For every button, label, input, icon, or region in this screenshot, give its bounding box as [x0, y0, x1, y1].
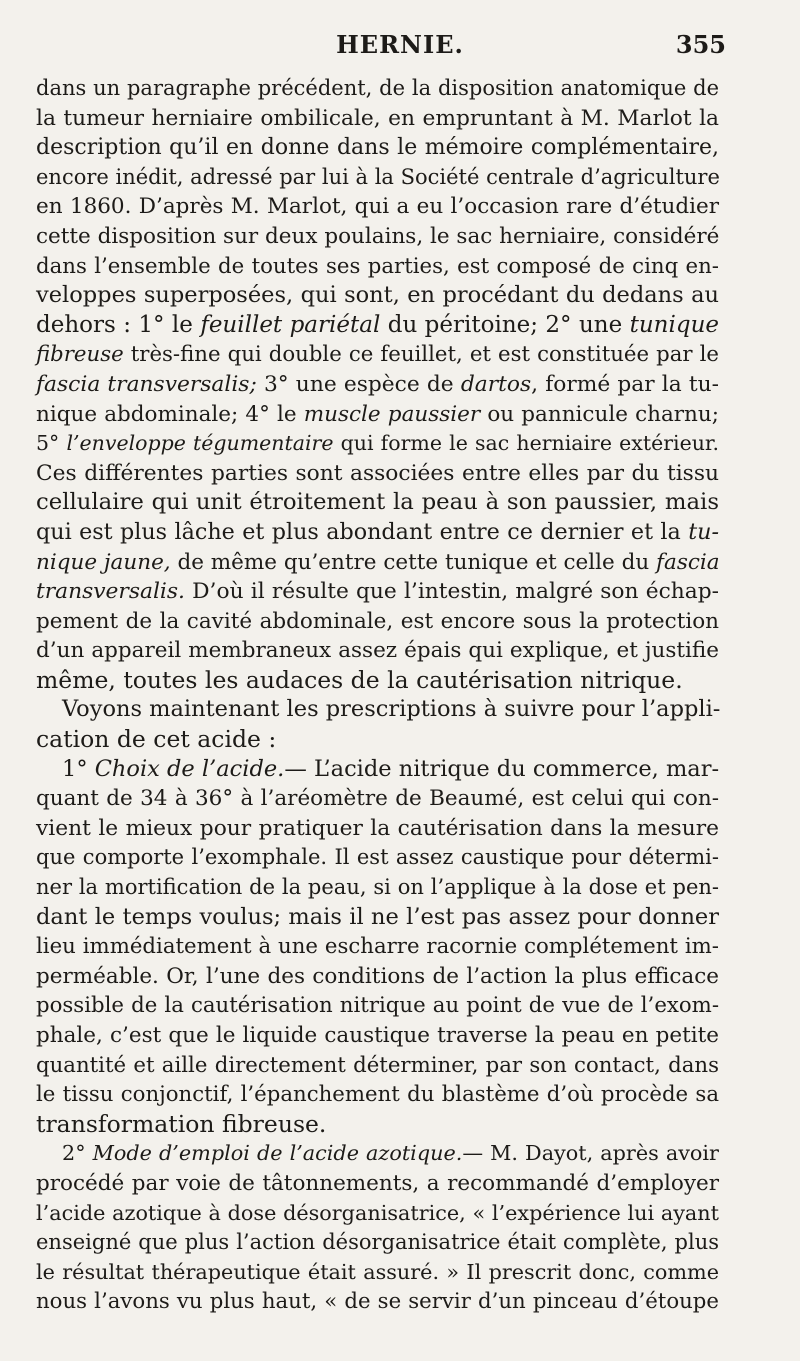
text-segment: phale, c’est que le liquide caustique traverse la peau en petite [36, 1023, 719, 1048]
text-line [36, 340, 719, 370]
text-line [36, 755, 719, 785]
text-segment: quant de 34 à 36° à l’aréomètre de Beaumé, est celui qui con- [36, 786, 719, 812]
italic-text: fibreuse [36, 342, 124, 368]
italic-text: l’enveloppe tégumentaire [66, 431, 334, 456]
text-line [36, 1199, 719, 1229]
text-segment: transformation fibreuse. [36, 1109, 327, 1138]
text-segment: cation de cet acide : [36, 725, 277, 754]
text-segment: D’où il résulte que l’intestin, malgré son échap- [184, 579, 719, 605]
text-segment: ner la mortification de la peau, si on l’applique à la dose et pen- [36, 875, 719, 900]
text-line [36, 991, 719, 1021]
text-line [36, 636, 719, 666]
text-line [36, 488, 719, 518]
text-line [36, 548, 719, 578]
text-segment: de même qu’entre cette tunique et celle du [170, 549, 657, 575]
text-line [36, 281, 719, 311]
text-line [36, 1021, 719, 1051]
text-segment: même, toutes les audaces de la cautérisation nitrique. [36, 665, 683, 694]
text-line [36, 1169, 719, 1199]
italic-text: fascia transversalis; [36, 371, 257, 397]
text-segment: enseigné que plus l’action désorganisatrice était complète, plus [36, 1230, 719, 1255]
text-segment: dans un paragraphe précédent, de la disposition anatomique de [36, 76, 719, 100]
text-line [36, 1080, 719, 1110]
text-segment: perméable. Or, l’une des conditions de l’action la plus efficace [36, 963, 719, 989]
text-line [36, 370, 719, 400]
text-line [36, 1287, 719, 1317]
text-segment: cellulaire qui unit étroitement la peau à son paussier, mais [36, 489, 719, 516]
text-line [36, 222, 719, 252]
text-segment: 3° une espèce de [256, 371, 461, 397]
text-segment: en 1860. D’après M. Marlot, qui a eu l’occasion rare d’étudier [36, 194, 719, 220]
text-segment: procédé par voie de tâtonnements, a recommandé d’employer [36, 1170, 719, 1196]
text-line [36, 843, 719, 873]
text-line [36, 932, 719, 962]
text-segment: quantité et aille directement déterminer, par son contact, dans [36, 1052, 719, 1078]
text-line [36, 163, 719, 193]
italic-text: feuillet pariétal [200, 311, 381, 338]
text-segment: Voyons maintenant les prescriptions à suivre pour l’appli- [62, 696, 721, 723]
text-segment: très-fine qui double ce feuillet, et est constituée par le [123, 342, 719, 368]
italic-text: tunique [629, 311, 719, 338]
text-segment: 2° [62, 1141, 93, 1166]
page-number: 355 [675, 30, 726, 59]
italic-text: nique jaune, [36, 549, 171, 575]
italic-text: Choix de l’acide. [94, 755, 285, 782]
page-header [0, 30, 800, 64]
body-text [36, 74, 719, 1317]
text-segment: , formé par la tu- [531, 371, 719, 397]
text-line [36, 1258, 719, 1288]
text-segment: encore inédit, adressé par lui à la Société centrale d’agriculture [36, 164, 720, 189]
text-segment: Ces différentes parties sont associées entre elles par du tissu [36, 460, 719, 486]
text-segment: pement de la cavité abdominale, est encore sous la protection [36, 608, 719, 634]
text-line [36, 873, 719, 903]
text-segment: veloppes superposées, qui sont, en procédant du dedans au [36, 282, 719, 309]
text-segment: cette disposition sur deux poulains, le sac herniaire, considéré [36, 223, 720, 249]
text-segment: qui forme le sac herniaire extérieur. [333, 431, 719, 456]
italic-text: muscle paussier [303, 401, 481, 427]
text-segment: nous l’avons vu plus haut, « de se servir d’un pinceau d’étoupe [36, 1289, 719, 1315]
text-segment: dehors : 1° le [36, 311, 201, 338]
text-segment: le résultat thérapeutique était assuré. » Il prescrit donc, comme [36, 1259, 719, 1284]
italic-text: dartos [460, 371, 532, 397]
text-line [36, 666, 719, 696]
text-segment: 5° [36, 431, 67, 456]
text-segment: 1° [62, 755, 95, 782]
italic-text: Mode d’emploi de l’acide azotique. [92, 1141, 463, 1166]
text-line [36, 252, 719, 282]
text-line [36, 104, 719, 134]
text-segment: — M. Dayot, après avoir [462, 1141, 719, 1166]
text-segment: d’un appareil membraneux assez épais qui explique, et justifie [36, 638, 719, 664]
text-line [36, 429, 719, 459]
text-segment: possible de la cautérisation nitrique au point de vue de l’exom- [36, 993, 719, 1019]
text-line [36, 903, 719, 933]
text-segment: ou pannicule charnu; [480, 401, 719, 427]
text-segment: dans l’ensemble de toutes ses parties, est composé de cinq en- [36, 253, 719, 279]
text-segment: nique abdominale; 4° le [36, 401, 304, 427]
italic-text: transversalis. [36, 579, 185, 605]
text-segment: vient le mieux pour pratiquer la cautérisation dans la mesure [36, 815, 719, 841]
text-segment: l’acide azotique à dose désorganisatrice, « l’expérience lui ayant [36, 1200, 719, 1225]
text-line [36, 311, 719, 341]
text-line [36, 1110, 719, 1140]
text-line [36, 784, 719, 814]
text-segment: lieu immédiatement à une escharre racornie complétement im- [36, 934, 719, 960]
italic-text: fascia [656, 549, 720, 575]
text-segment: que comporte l’exomphale. Il est assez caustique pour détermi- [36, 845, 719, 870]
italic-text: tu- [688, 518, 719, 545]
text-line [36, 1228, 719, 1258]
text-line [36, 133, 719, 163]
text-line [36, 74, 719, 104]
text-segment: du péritoine; 2° une [380, 311, 630, 338]
text-line [36, 518, 719, 548]
text-line [36, 725, 719, 755]
text-segment: dant le temps voulus; mais il ne l’est pas assez pour donner [36, 903, 719, 930]
text-line [36, 1051, 719, 1081]
text-line [36, 192, 719, 222]
text-segment: description qu’il en donne dans le mémoire complémentaire, [36, 135, 719, 161]
text-line [36, 962, 719, 992]
text-segment: qui est plus lâche et plus abondant entre ce dernier et la [36, 518, 689, 545]
text-segment: — L’acide nitrique du commerce, mar- [284, 755, 720, 782]
running-head: HERNIE. [336, 30, 464, 59]
text-line [36, 814, 719, 844]
text-segment: le tissu conjonctif, l’épanchement du blastème d’où procède sa [36, 1082, 719, 1108]
text-line [36, 400, 719, 430]
text-line [36, 1139, 719, 1169]
text-line [36, 459, 719, 489]
text-line [36, 695, 719, 725]
text-segment: la tumeur herniaire ombilicale, en empruntant à M. Marlot la [36, 105, 719, 131]
text-line [36, 577, 719, 607]
text-line [36, 607, 719, 637]
